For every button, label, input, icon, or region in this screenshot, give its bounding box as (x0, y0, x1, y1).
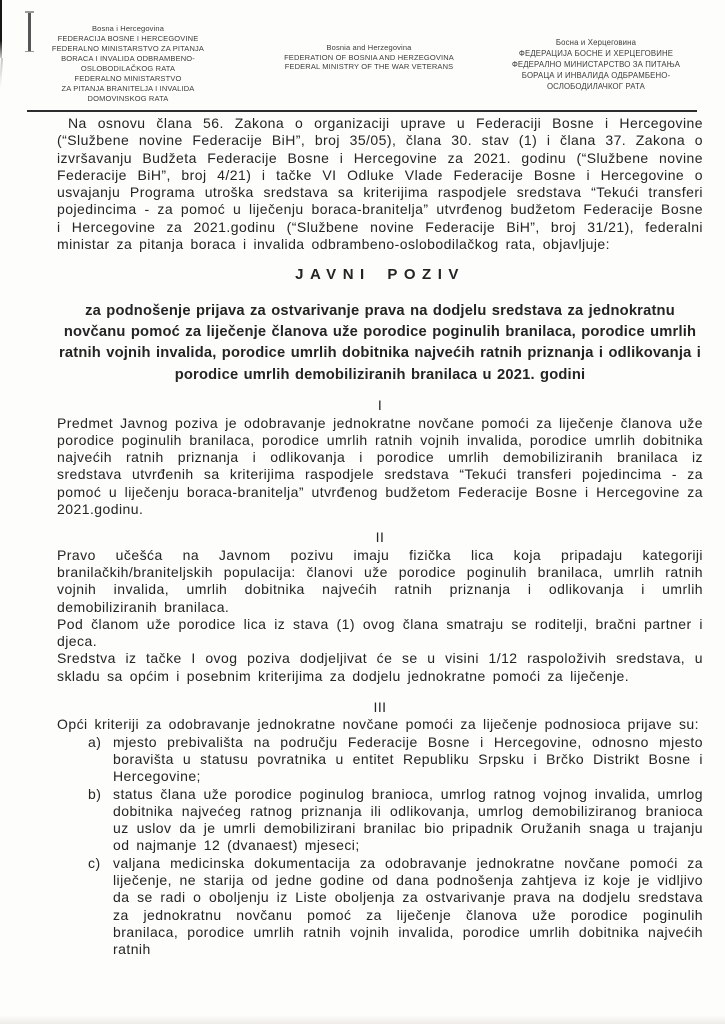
scan-artifact-left-edge (0, 0, 2, 58)
document-body (57, 115, 703, 959)
section-1-paragraph: Predmet Javnog poziva je odobravanje jednokratne novčane pomoći za liječenje članova uže porodice poginulih branilaca, porodice umrlih ratnih vojnih invalida, porodice umrlih dobitnika najvećih ratnih priznanja i odlikovanja i porodice umrlih demobiliziranih branilaca iz sredstava utvrđenih sa kriterijima raspodjele sredstava “Tekući transferi pojedincima - za pomoć u liječenju boraca-branitelja” utvrđenog budžetom Federacije Bosne i Hercegovine za 2021.godinu. (57, 414, 703, 518)
letterhead-line: OSLOBODILAČKOG RATA (80, 64, 176, 73)
section-3-intro: Opći kriteriji za odobravanje jednokratne novčane pomoći za liječenje podnosioca prijave su: (57, 716, 699, 733)
letterhead-line: Bosnia and Herzegovina (326, 43, 412, 52)
list-item-b (57, 786, 703, 855)
document-subtitle: za podnošenje prijava za ostvarivanje prava na dodjelu sredstava za jednokratnu novčanu pomoć za liječenje članova uže porodice poginulih branilaca, porodice umrlih ratnih vojnih invalida, porodice umrlih dobitnika najvećih ratnih priznanja i odlikovanja i porodice umrlih demobiliziranih branilaca u 2021. godini (58, 302, 702, 383)
intro-paragraph: Na osnovu člana 56. Zakona o organizaciji uprave u Federaciji Bosne i Hercegovine (“Službene novine Federacije BiH”, broj 35/05), člana 30. stav (1) i člana 37. Zakona o izvršavanju Budžeta Federacije Bosne i Hercegovine za 2021. godinu (“Službene novine Federacije BiH”, broj 4/21) i tačke VI Odluke Vlade Federacije Bosne i Hercegovine o usvajanju Programa utroška sredstava sa kriterijima raspodjele sredstava “Tekući transferi pojedincima - za pomoć u liječenju boraca-branitelja” utvrđenog budžetom Federacije Bosne i Hercegovine za 2021.godinu (“Službene novine Federacije BiH”, broj 31/21), federalni ministar za pitanja boraca i invalida odbrambeno-oslobodilačkog rata, objavljuje: (57, 115, 703, 253)
letterhead-line: DOMOVINSKOG RATA (87, 94, 169, 103)
scan-artifact-registration-mark (28, 11, 31, 52)
letterhead-english-column (266, 43, 472, 72)
section-2-paragraph: Pod članom uže porodice lica iz stava (1) ovog člana smatraju se roditelji, bračni partner i djeca. (57, 615, 703, 650)
letterhead-line: Босна и Херцеговина (555, 38, 637, 47)
scan-artifact-left-curve (0, 58, 3, 88)
letterhead-line: FEDERALNO MINISTARSTVO ZA PITANJA (51, 44, 205, 53)
section-2-numeral: II (375, 529, 385, 546)
letterhead-line: БОРАЦА И ИНВАЛИДА ОДБРАМБЕНО- (521, 71, 671, 80)
header-divider-line (27, 110, 697, 112)
list-item-text: valjana medicinska dokumentacija za odobravanje jednokratne novčane pomoći za liječenje, ne starija od jedne godine od dana podnošenja zahtjeva iz koje je vidljivo da se radi o oboljenju iz Liste oboljenja za ostvarivanje prava na dodjelu sredstava za jednokratnu novčanu pomoć za liječenje članova uže porodice poginulih branilaca, porodice umrlih ratnih vojnih invalida, porodice umrlih dobitnika najvećih ratnih (113, 854, 703, 958)
letterhead-line: ОСЛОБОДИЛАЧКОГ РАТА (546, 82, 646, 91)
section-2-paragraph: Sredstva iz tačke I ovog poziva dodjeljivat će se u visini 1/12 raspoloživih sredstava, u skladu sa općim i posebnim kriterijima za dodjelu jednokratne pomoći za liječenje. (57, 650, 703, 684)
letterhead-line: ФЕДЕРАЛНО МИНИСТАРСТВО ЗА ПИТАЊА (511, 60, 681, 69)
list-item-label: a) (88, 733, 102, 750)
list-item-label: b) (88, 785, 102, 802)
list-item-text: mjesto prebivališta na području Federacije Bosne i Hercegovine, odnosno mjesto boravišta u statusu povratnika u entitet Republiku Srpsku i Brčko Distrikt Bosne i Hercegovine; (113, 733, 703, 785)
list-item-a (57, 734, 703, 786)
letterhead-line: BORACA I INVALIDA ODBRAMBENO- (61, 54, 195, 63)
letterhead-line: FEDERACIJA BOSNE I HERCEGOVINE (57, 34, 199, 43)
letterhead-line: FEDERATION OF BOSNIA AND HERZEGOVINA (284, 52, 454, 62)
letterhead-line: FEDERAL MINISTRY OF THE WAR VETERANS (284, 62, 454, 71)
letterhead-cyrillic-column (488, 37, 704, 92)
letterhead-line: FEDERALNO MINISTARSTVO (74, 74, 182, 83)
letterhead-line: Bosna i Hercegovina (91, 24, 165, 33)
letterhead-line: ZA PITANJA BRANITELJA I INVALIDA (61, 84, 195, 93)
section-2-paragraph: Pravo učešća na Javnom pozivu imaju fizička lica koja pripadaju kategoriji branilačkih/braniteljskih populacija: članovi uže porodice poginulih branilaca, umrlih ratnih vojnih invalida, umrlih dobitnika najvećih ratnih priznanja i odlikovanja i umrlih demobiliziranih branilaca. (57, 546, 703, 615)
list-item-text: status člana uže porodice poginulog branioca, umrlog ratnog vojnog invalida, umrlog dobitnika najvećeg ratnog priznanja ili odlikovanja, umrlog demobiliziranog branioca uz uslov da je umrli demobilizirani branilac bio pripadnik Oružanih snaga u trajanju od najmanje 12 (dvanaest) mjeseci; (113, 785, 703, 854)
section-3-numeral: III (373, 699, 387, 716)
section-1-numeral: I (377, 397, 383, 414)
list-item-c (57, 855, 703, 959)
letterhead-line: ФЕДЕРАЦИЈА БОСНЕ И ХЕРЦЕГОВИНЕ (518, 49, 674, 58)
scan-bottom-edge-shade (0, 1015, 725, 1024)
letterhead-bosnian-column (36, 24, 220, 104)
document-title: JAVNI POZIV (295, 266, 465, 284)
list-item-label: c) (88, 854, 101, 871)
